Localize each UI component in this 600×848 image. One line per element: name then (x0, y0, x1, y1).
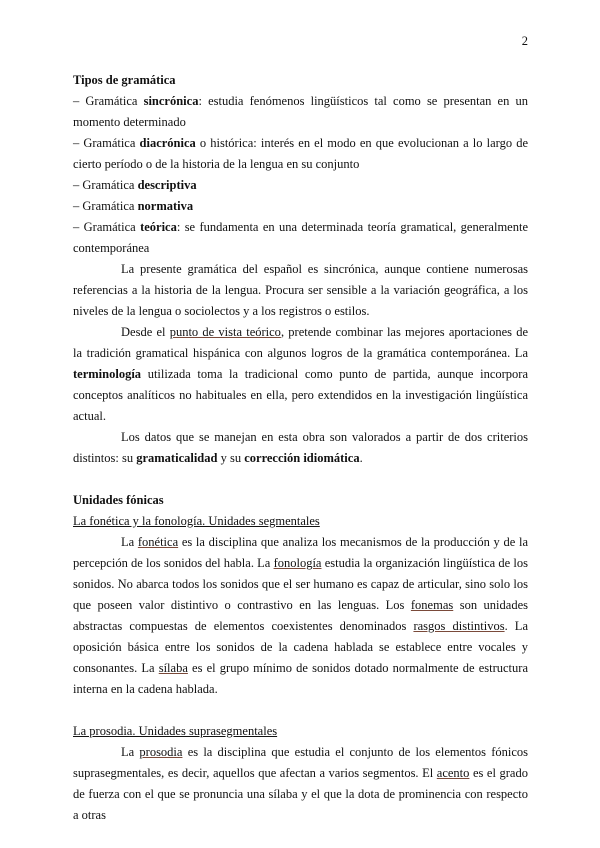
list-item: – Gramática sincrónica: estudia fenómenos lingüísticos tal como se presentan en un momento determinado (73, 94, 528, 129)
spacer (73, 700, 528, 721)
underlined-term: sílaba (158, 661, 188, 675)
list-item: – Gramática diacrónica o histórica: interés en el modo en que evolucionan a lo largo de cierto período o de la historia de la lengua en su conjunto (73, 136, 528, 171)
list-item: – Gramática descriptiva (73, 178, 197, 192)
underlined-term: punto de vista teórico (169, 325, 281, 339)
list-item: – Gramática normativa (73, 199, 194, 213)
underlined-term: fonología (273, 556, 322, 570)
subsection-heading: La fonética y la fonología. Unidades segmentales (73, 514, 320, 528)
section-heading-unidades: Unidades fónicas (73, 493, 164, 507)
spacer (73, 469, 528, 490)
underlined-term: fonemas (410, 598, 454, 612)
paragraph: La presente gramática del español es sincrónica, aunque contiene numerosas referencias a la historia de la lengua. Procura ser sensible a la variación geográfica, a los niveles de la lengua o sociolectos y a los registros o estilos. (73, 262, 528, 318)
page-number: 2 (521, 34, 528, 48)
paragraph: Desde el punto de vista teórico, pretende combinar las mejores aportaciones de la tradición gramatical hispánica con algunos logros de la gramática contemporánea. La terminología utilizada toma la tradicional como punto de partida, aunque incorpora conceptos analíticos no habituales en ella, pero extendidos en la investigación lingüística actual. (73, 325, 529, 423)
subsection-heading: La prosodia. Unidades suprasegmentales (73, 724, 278, 738)
section-heading-tipos: Tipos de gramática (73, 73, 176, 87)
underlined-term: rasgos distintivos (413, 619, 505, 633)
paragraph: La prosodia es la disciplina que estudia el conjunto de los elementos fónicos suprasegmentales, es decir, aquellos que afectan a varios segmentos. El acento es el grado de fuerza con el que se pronuncia una sílaba y el que la dota de prominencia con respecto a otras (73, 745, 528, 822)
list-item: – Gramática teórica: se fundamenta en una determinada teoría gramatical, generalmente contemporánea (73, 220, 528, 255)
paragraph: La fonética es la disciplina que analiza los mecanismos de la producción y de la percepción de los sonidos del habla. La fonología estudia la organización lingüística de los sonidos. No abarca todos los sonidos que el ser humano es capaz de articular, sino solo los que poseen valor distintivo o contrastivo en las lenguas. Los fonemas son unidades abstractas compuestas de elementos coexistentes denominados rasgos distintivos. La oposición básica entre los sonidos de la cadena hablada se establece entre vocales y consonantes. La sílaba es el grupo mínimo de sonidos dotado normalmente de estructura interna en la cadena hablada. (73, 535, 528, 696)
underlined-term: fonética (137, 535, 179, 549)
paragraph: Los datos que se manejan en esta obra son valorados a partir de dos criterios distintos: su gramaticalidad y su corrección idiomática. (73, 430, 528, 465)
underlined-term: acento (436, 766, 470, 780)
document-body (73, 70, 528, 826)
underlined-term: prosodia (139, 745, 183, 759)
